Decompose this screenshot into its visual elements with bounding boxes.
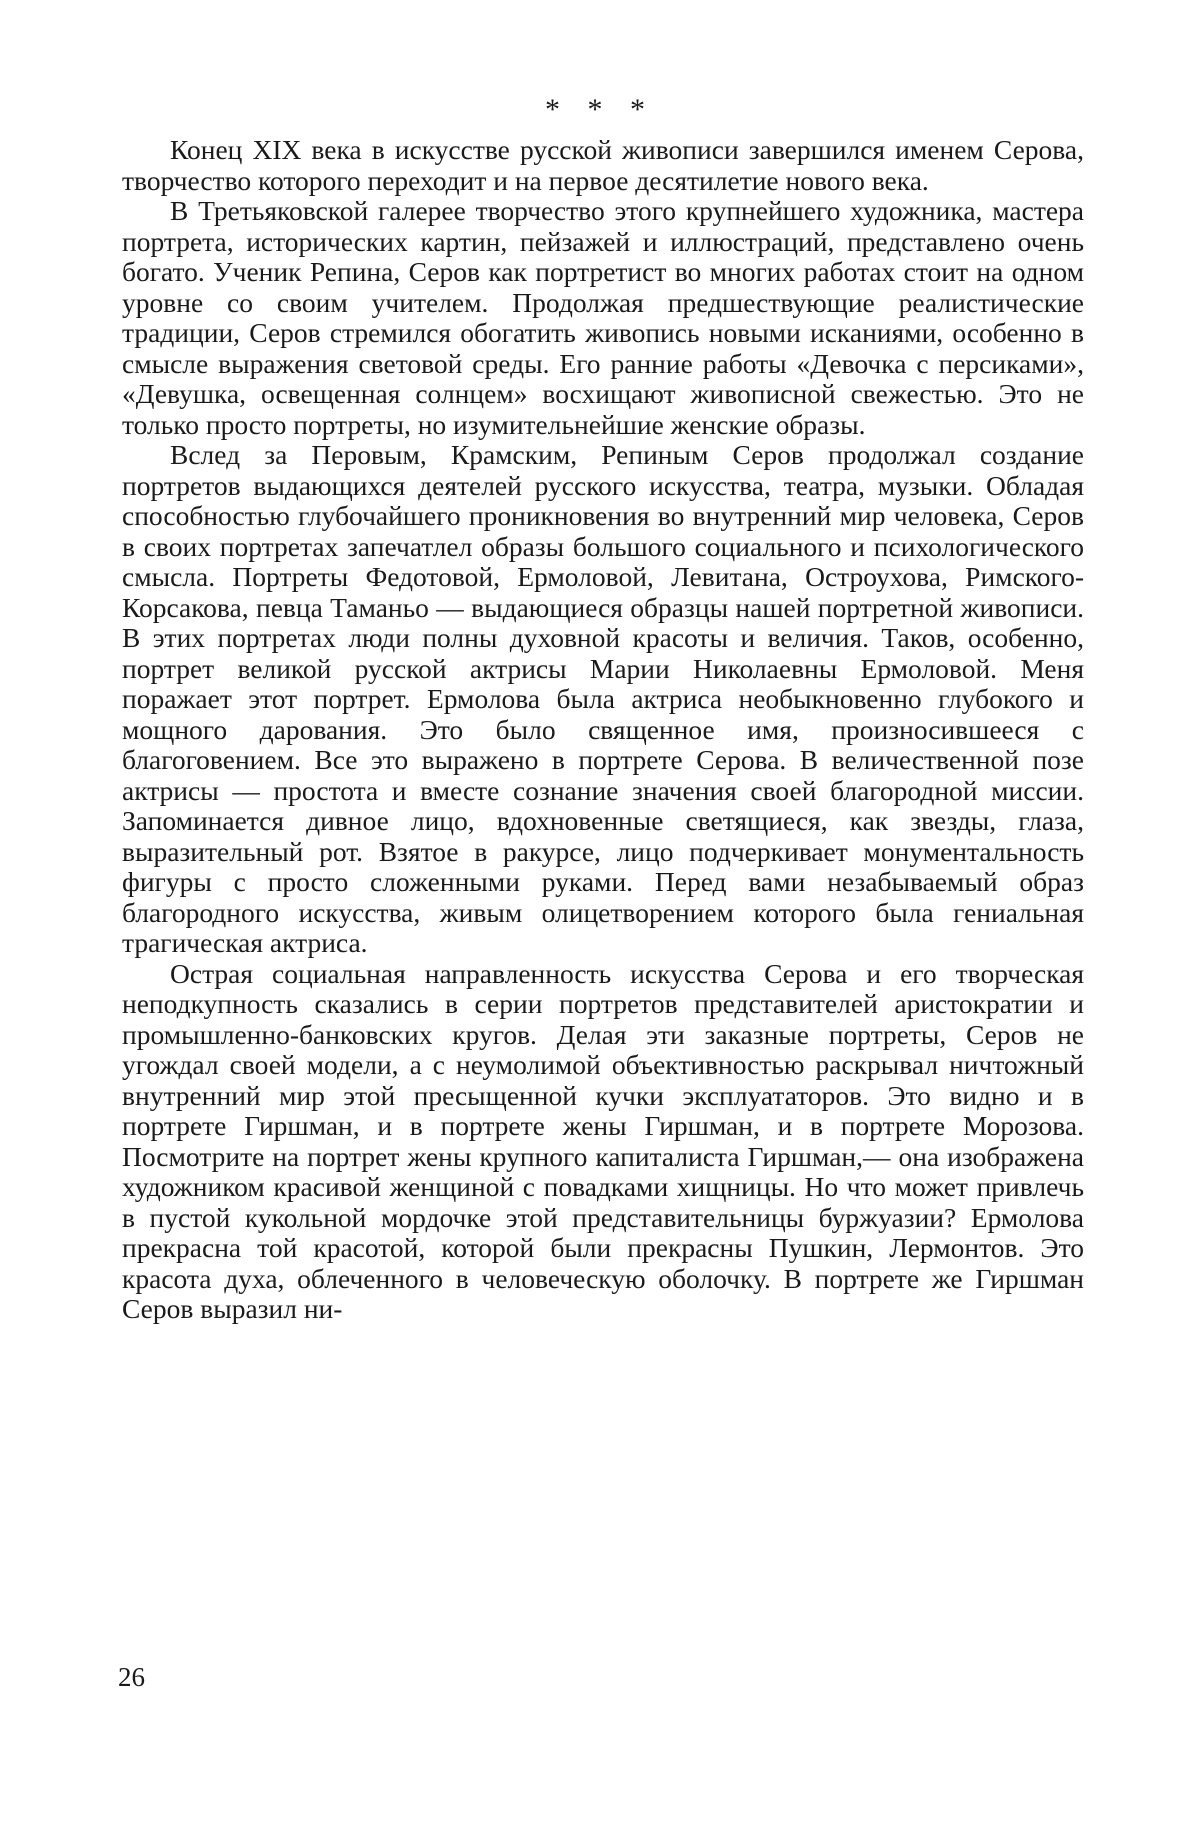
body-text	[122, 135, 1084, 1325]
paragraph: Вслед за Перовым, Крамским, Репиным Серов продолжал создание портретов выдающихся деятелей русского искусства, театра, музыки. Обладая способностью глубочайшего проникновения во внутренний мир человека, Серов в своих портретах запечатлел образы большого социального и психологического смысла. Портреты Федотовой, Ермоловой, Левитана, Остроухова, Римского-Корсакова, певца Таманьо — выдающиеся образцы нашей портретной живописи. В этих портретах люди полны духовной красоты и величия. Таков, особенно, портрет великой русской актрисы Марии Николаевны Ермоловой. Меня поражает этот портрет. Ермолова была актриса необыкновенно глубокого и мощного дарования. Это было священное имя, произносившееся с благоговением. Все это выражено в портрете Серова. В величественной позе актрисы — простота и вместе сознание значения своей благородной миссии. Запоминается дивное лицо, вдохновенные светящиеся, как звезды, глаза, выразительный рот. Взятое в ракурсе, лицо подчеркивает монументальность фигуры с просто сложенными руками. Перед вами незабываемый образ благородного искусства, живым олицетворением которого была гениальная трагическая актриса.	[122, 439, 1084, 958]
paragraph: Острая социальная направленность искусства Серова и его творческая неподкупность сказались в серии портретов представителей аристократии и промышленно-банковских кругов. Делая эти заказные портреты, Серов не угождал своей модели, а с неумолимой объективностью раскрывал ничтожный внутренний мир этой пресыщенной кучки эксплуататоров. Это видно и в портрете Гиршман, и в портрете жены Гиршман, и в портрете Морозова. Посмотрите на портрет жены крупного капиталиста Гиршман,— она изображена художником красивой женщиной с повадками хищницы. Но что может привлечь в пустой кукольной мордочке этой представительницы буржуазии? Ермолова прекрасна той красотой, которой были прекрасны Пушкин, Лермонтов. Это красота духа, облеченного в человеческую оболочку. В портрете же Гиршман Серов выразил ни-	[122, 957, 1084, 1324]
page-number: 26	[118, 1662, 145, 1692]
section-asterism: * * *	[545, 93, 655, 126]
paragraph: Конец XIX века в искусстве русской живописи завершился именем Серова, творчество которого переходит и на первое десятилетие нового века.	[122, 134, 1084, 196]
paragraph: В Третьяковской галерее творчество этого крупнейшего художника, мастера портрета, исторических картин, пейзажей и иллюстраций, представлено очень богато. Ученик Репина, Серов как портретист во многих работах стоит на одном уровне со своим учителем. Продолжая предшествующие реалистические традиции, Серов стремился обогатить живопись новыми исканиями, особенно в смысле выражения световой среды. Его ранние работы «Девочка с персиками», «Девушка, освещенная солнцем» восхищают живописной свежестью. Это не только просто портреты, но изумительнейшие женские образы.	[122, 195, 1084, 440]
